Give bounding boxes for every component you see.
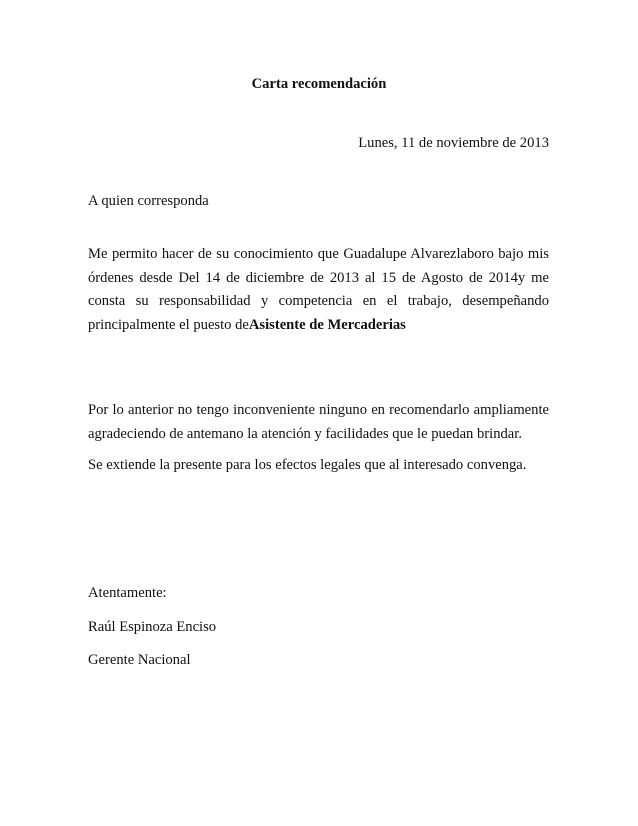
signer-position: Gerente Nacional — [88, 652, 191, 668]
letter-title: Carta recomendación — [251, 76, 387, 92]
date-line: Lunes, 11 de noviembre de 2013 — [358, 135, 549, 151]
job-title: Asistente de Mercaderias — [248, 316, 406, 333]
paragraph-employment — [88, 243, 549, 337]
paragraph-legal: Se extiende la presente para los efectos legales que al interesado convenga. — [88, 457, 527, 473]
closing: Atentamente: — [88, 585, 167, 601]
paragraph-recommendation: Por lo anterior no tengo inconveniente ninguno en recomendarlo ampliamente agradeciendo de antemano la atención y facilidades que le puedan brindar. — [88, 402, 549, 442]
signer-name: Raúl Espinoza Enciso — [88, 619, 217, 635]
paragraph-employment-text: Me permito hacer de su conocimiento que Guadalupe Alvarezlaboro bajo mis órdenes desde Del 14 de diciembre de 2013 al 15 de Agosto de 2014y me consta su responsabilidad y competencia en el trabajo, desempeñando principalmente el puesto de — [88, 246, 549, 333]
salutation: A quien corresponda — [88, 193, 209, 209]
